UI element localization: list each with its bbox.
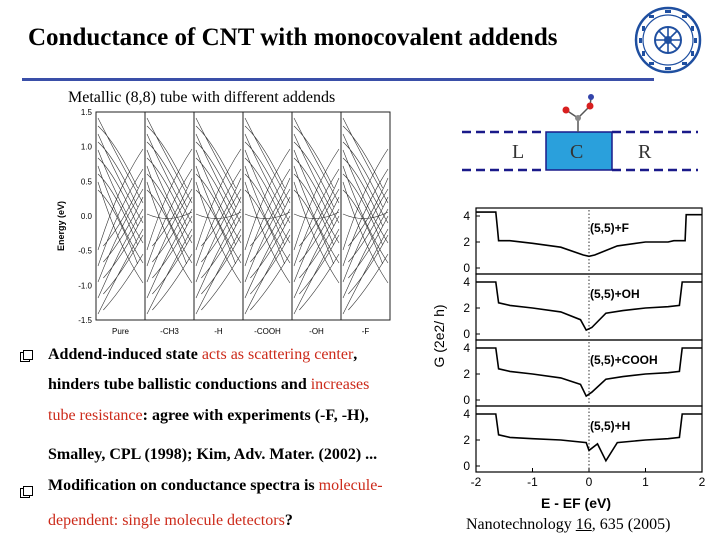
cond-series-name: (5,5)+OH <box>590 287 640 301</box>
title-rule <box>22 78 654 81</box>
bullet-1-line <box>48 446 377 464</box>
band-panel-label: -OH <box>309 327 324 336</box>
band-panel-label: -CH3 <box>160 327 179 336</box>
band-panel-label: -COOH <box>254 327 281 336</box>
text-segment: Smalley, CPL (1998); Kim, Adv. Mater. (2002) ... <box>48 446 378 463</box>
bullet-2-marker <box>20 486 34 500</box>
band-ytick: 0.5 <box>80 177 92 187</box>
lead-right-label: R <box>638 141 652 163</box>
text-segment: increases <box>310 376 370 393</box>
cond-ytick: 2 <box>463 301 470 315</box>
bullet-2-line <box>48 477 383 495</box>
band-panel <box>243 112 292 320</box>
subtitle: Metallic (8,8) tube with different addends <box>68 89 336 106</box>
reference-pages: , 635 (2005) <box>591 516 671 533</box>
band-ytick: 1.5 <box>80 108 92 117</box>
band-panel <box>194 112 243 320</box>
cond-ytick: 0 <box>463 327 470 341</box>
cond-series-name: (5,5)+COOH <box>590 353 658 367</box>
reference-volume: 16 <box>575 516 592 533</box>
text-segment: ? <box>284 512 293 529</box>
cond-xlabel: E - EF (eV) <box>540 495 612 511</box>
cond-ytick: 4 <box>463 275 470 289</box>
band-ytick: -1.0 <box>78 281 92 291</box>
band-ytick: 1.0 <box>80 142 92 152</box>
bullet-1-line <box>48 346 357 364</box>
conductance-chart <box>428 196 714 512</box>
band-ylabel: Energy (eV) <box>56 200 66 252</box>
cond-xtick: -1 <box>527 475 538 489</box>
lead-left-label: L <box>512 141 525 163</box>
text-segment: hinders tube ballistic conductions and <box>48 376 311 393</box>
band-ytick: -0.5 <box>78 246 92 256</box>
text-segment: , <box>353 346 358 363</box>
bullet-1-line <box>48 376 369 394</box>
text-segment: : agree with experiments (-F, -H), <box>142 407 369 424</box>
reference <box>466 516 670 534</box>
cond-ytick: 2 <box>463 433 470 447</box>
text-segment: Addend-induced state <box>48 346 202 363</box>
band-structure-figure <box>52 108 392 344</box>
cond-ytick: 0 <box>463 261 470 275</box>
band-ytick: -1.5 <box>78 316 92 325</box>
bullet-1-marker <box>20 350 34 364</box>
bullet-1-line <box>48 407 369 425</box>
cond-xtick: -2 <box>470 475 482 489</box>
text-segment: Modification on conductance spectra is <box>48 477 319 494</box>
cond-ytick: 4 <box>463 341 470 355</box>
slide-title: Conductance of CNT with monocovalent addends <box>28 24 558 51</box>
cond-ytick: 2 <box>463 367 470 381</box>
cond-ylabel: G (2e2/ h) <box>431 304 447 368</box>
cond-xtick: 0 <box>585 475 593 489</box>
cond-xtick: 2 <box>698 475 706 489</box>
central-label: C <box>570 141 584 163</box>
band-ytick: 0.0 <box>80 212 92 221</box>
cond-ytick: 0 <box>463 459 470 473</box>
band-panel-label: -F <box>361 327 370 336</box>
text-segment: dependent: single molecule detectors <box>48 512 285 529</box>
band-panel-label: Pure <box>112 327 129 336</box>
cond-ytick: 4 <box>463 209 470 223</box>
text-segment: molecule- <box>318 477 383 494</box>
addend-molecule-icon <box>563 94 595 132</box>
cond-ytick: 2 <box>463 235 470 249</box>
reference-journal: Nanotechnology <box>466 516 576 533</box>
text-segment: tube resistance <box>48 407 143 424</box>
band-panel <box>292 112 341 320</box>
band-panel <box>96 112 145 320</box>
device-schematic <box>462 92 702 182</box>
university-seal-icon <box>634 6 702 74</box>
text-segment: acts as scattering center <box>201 346 354 363</box>
bullet-2-line <box>48 512 293 530</box>
cond-series-name: (5,5)+H <box>590 419 631 433</box>
band-panel-label: -H <box>214 327 223 336</box>
band-panel <box>341 112 390 320</box>
cond-ytick: 4 <box>463 407 470 421</box>
cond-series-name: (5,5)+F <box>590 221 630 235</box>
cond-ytick: 0 <box>463 393 470 407</box>
band-panel <box>145 112 194 320</box>
cond-xtick: 1 <box>642 475 649 489</box>
